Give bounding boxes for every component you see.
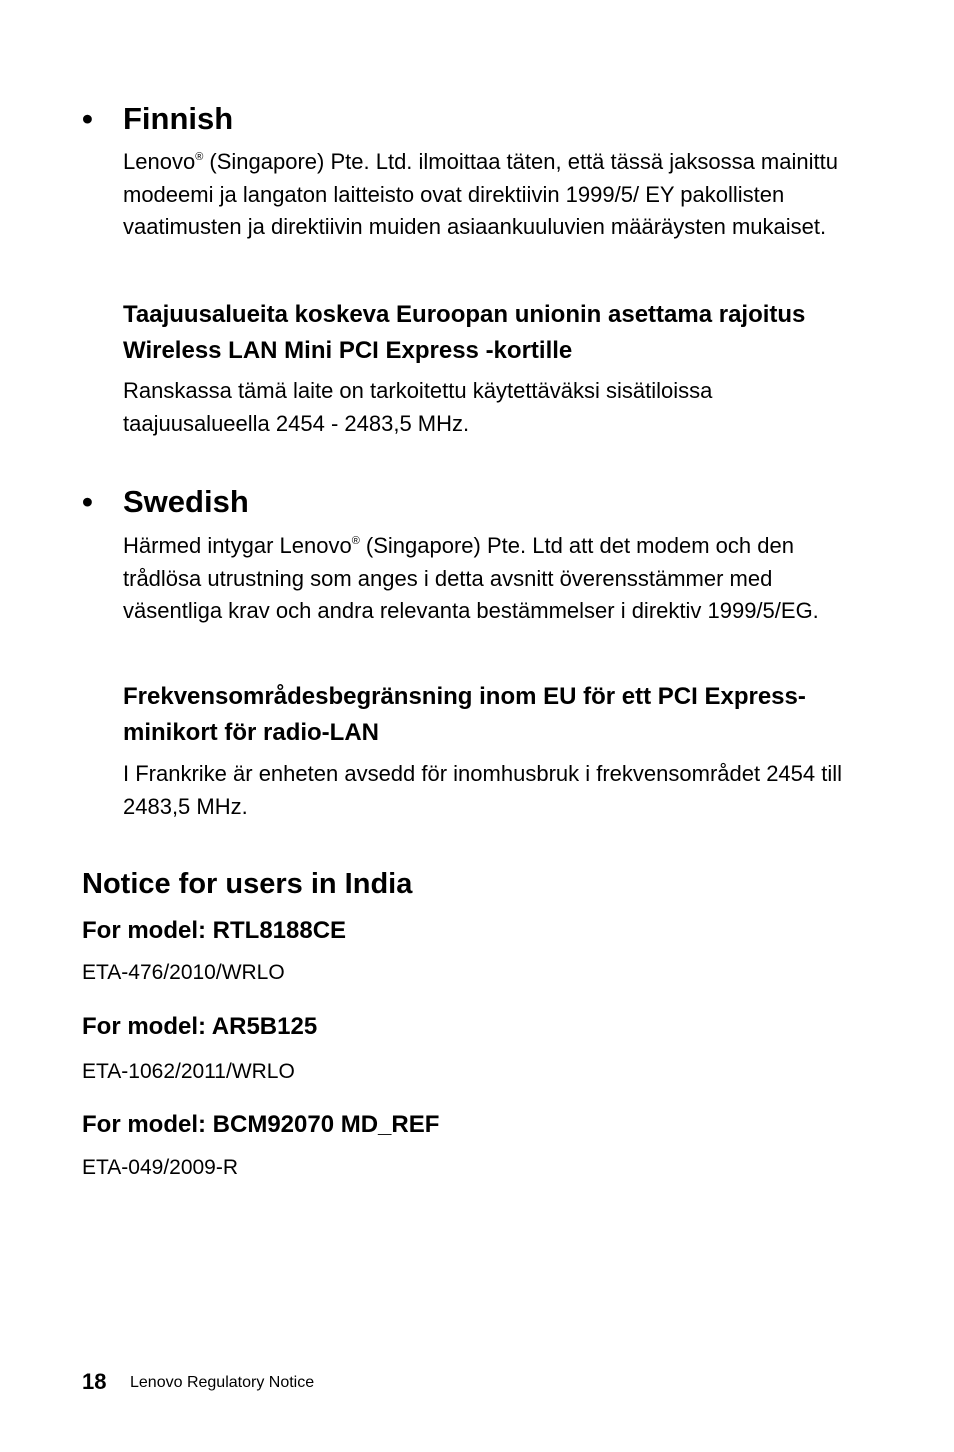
swedish-declaration-start: Härmed intygar Lenovo xyxy=(123,533,352,558)
finnish-declaration xyxy=(123,146,843,244)
finnish-restriction-text: Ranskassa tämä laite on tarkoitettu käytettäväksi sisätiloissa taajuusalueella 2454 - 2483,5 MHz. xyxy=(123,378,713,436)
model-approval-number: ETA-049/2009-R xyxy=(82,1156,239,1179)
swedish-declaration-rest: (Singapore) Pte. Ltd att det modem och den trådlösa utrustning som anges i detta avsnitt överensstämmer med väsentliga krav och andra relevanta bestämmelser i direktiv 1999/5/EG. xyxy=(123,533,819,623)
finnish-heading xyxy=(82,103,233,134)
model-heading: For model: RTL8188CE xyxy=(82,917,347,944)
swedish-heading-text: Swedish xyxy=(123,484,249,519)
finnish-heading-text: Finnish xyxy=(123,101,234,136)
bullet-icon: • xyxy=(82,484,93,519)
swedish-declaration xyxy=(123,530,843,628)
swedish-heading xyxy=(82,486,249,517)
swedish-restriction-text: I Frankrike är enheten avsedd för inomhusbruk i frekvensområdet 2454 till 2483,5 MHz. xyxy=(123,761,843,819)
footer-title: Lenovo Regulatory Notice xyxy=(130,1374,315,1391)
finnish-declaration-start: Lenovo xyxy=(123,149,196,174)
bullet-icon: • xyxy=(82,101,93,136)
finnish-declaration-rest: (Singapore) Pte. Ltd. ilmoittaa täten, että tässä jaksossa mainittu modeemi ja langaton laitteisto ovat direktiivin 1999/5/ EY pakollisten vaatimusten ja direktiivin muiden asiaankuuluvien määräysten mukaiset. xyxy=(123,149,838,239)
registered-mark: ® xyxy=(351,535,360,547)
india-notice-title: Notice for users in India xyxy=(82,868,413,900)
model-heading: For model: AR5B125 xyxy=(82,1013,318,1040)
model-approval-number: ETA-476/2010/WRLO xyxy=(82,961,285,984)
finnish-subheading: Taajuusalueita koskeva Euroopan unionin asettama rajoitus Wireless LAN Mini PCI Express -kortille xyxy=(123,301,806,364)
registered-mark: ® xyxy=(195,151,204,163)
page-number: 18 xyxy=(82,1369,107,1394)
model-approval-number: ETA-1062/2011/WRLO xyxy=(82,1060,295,1083)
swedish-subheading: Frekvensområdesbegränsning inom EU för ett PCI Express-minikort för radio-LAN xyxy=(123,683,806,746)
model-heading: For model: BCM92070 MD_REF xyxy=(82,1111,440,1138)
